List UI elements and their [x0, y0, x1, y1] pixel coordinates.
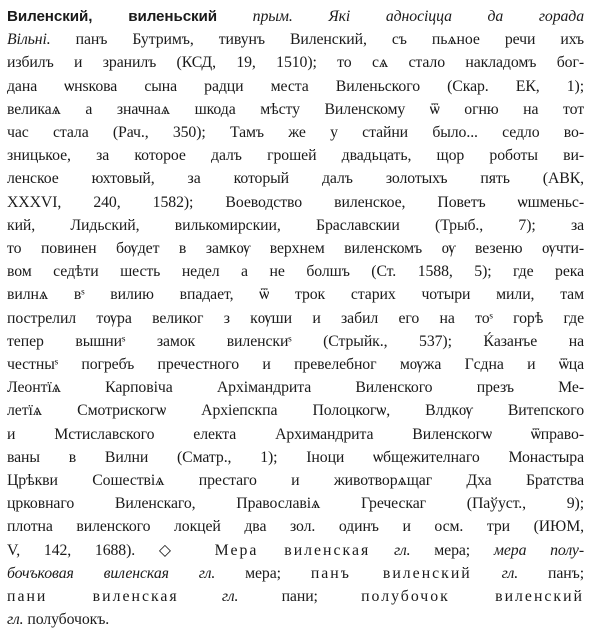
body-text: ленское юхтовый, за который далъ золотыхъ пять (АВК,: [7, 170, 584, 188]
body-text: час стала (Рач., 350); Тамъ же у стайни было... седло во-: [7, 124, 584, 142]
body-text: то повинен бѹдет в замкѹ верхнем виленскомъ ѹ везеню ѹчти-: [7, 240, 584, 258]
entry-line: [7, 98, 584, 121]
body-text: полубочокъ.: [23, 611, 110, 629]
body-text: панъ;: [518, 564, 584, 582]
italic-text: гл.: [471, 564, 519, 582]
entry-line: [7, 191, 584, 214]
body-text: зницькое, за которое далъ грошей двадьцать, щор роботы ви-: [7, 147, 584, 165]
entry-line: [7, 144, 584, 167]
body-text: честныˢ погребъ пречестного и превелебног мѹжа Гсдна и ѿца: [7, 356, 584, 374]
entry-line: [7, 167, 584, 190]
entry-line: [7, 283, 584, 306]
body-text: црковнаго Виленскаго, Православіѧ Греческаг (Паўуст., 9);: [7, 495, 584, 513]
entry-line: [7, 469, 584, 492]
entry-line: [7, 446, 584, 469]
body-text: избилъ и зранилъ (КСД, 19, 1510); то сѧ стало накладомъ бог-: [7, 54, 584, 72]
dictionary-entry: [7, 5, 584, 631]
entry-line: [7, 562, 584, 585]
spaced-term: Мера виленская: [214, 541, 371, 559]
entry-line: [7, 353, 584, 376]
body-text: XXXVI, 240, 1582); Воеводство виленское, Поветъ ѡшменьс-: [7, 193, 584, 211]
body-text: панъ Бутримъ, тивунъ Виленский, съ пьѧное речи ихъ: [50, 31, 584, 49]
italic-text: бочъковая виленская гл.: [7, 564, 216, 582]
body-text: вом седѣти шесть недел а не болшъ (Ст. 1588, 5); где река: [7, 263, 584, 281]
body-text: дана ѡнѕкова сына радци места Виленьского (Скар. ЕК, 1);: [7, 77, 584, 95]
body-text: летїѧ Смотрискогѡ Архіепскпа Полоцкогѡ, Влдкѹ Витепского: [7, 402, 584, 420]
headword: Виленский, виленьский: [7, 8, 218, 25]
body-text: великаѧ а значнаѧ шкода мѣсту Виленскому ѿ огню на тот: [7, 100, 584, 118]
entry-line: [7, 399, 584, 422]
entry-line: [7, 585, 584, 608]
entry-line: [7, 608, 584, 631]
body-text: мера;: [215, 564, 311, 582]
italic-text: гл.: [178, 588, 239, 606]
entry-line: [7, 539, 584, 562]
entry-line: [7, 260, 584, 283]
body-text: мера;: [410, 541, 494, 559]
italic-text: гл.: [370, 541, 411, 559]
spaced-term: пани виленская: [7, 588, 179, 606]
italic-text: мера полу-: [493, 541, 584, 559]
entry-line: [7, 515, 584, 538]
entry-line: [7, 492, 584, 515]
italic-text: прым. Які адносіцца да горада: [217, 8, 584, 25]
entry-line: [7, 214, 584, 237]
entry-line: [7, 330, 584, 353]
entry-line: [7, 28, 584, 51]
body-text: вилнѧ вˢ вилию впадает, ѿ трок старих чотыри мили, там: [7, 286, 584, 304]
entry-line: [7, 75, 584, 98]
entry-line: [7, 5, 584, 28]
entry-line: [7, 51, 584, 74]
body-text: Леонтїѧ Карповіча Архімандрита Виленского презъ Ме-: [7, 379, 584, 397]
body-text: кий, Лидьский, вилькомирскии, Браславскии (Трыб., 7); за: [7, 216, 584, 234]
body-text: и Мстиславского електа Архимандрита Виленскогѡ ѿправо-: [7, 425, 584, 443]
entry-line: [7, 121, 584, 144]
body-text: V, 142, 1688). ◇: [7, 541, 215, 559]
spaced-term: полубочок виленский: [361, 588, 584, 606]
body-text: пани;: [238, 588, 362, 606]
body-text: пострелил тѹра великог з кѹши и забил его на тоˢ горѣ где: [7, 309, 584, 327]
body-text: ваны в Вилни (Сматр., 1); Іноци ѡбщежителнаго Монастыра: [7, 448, 584, 466]
body-text: плотна виленского локцей два зол. одинъ и осм. три (ИЮМ,: [7, 518, 584, 536]
italic-text: Вільні.: [7, 31, 51, 49]
spaced-term: панъ виленский: [310, 564, 472, 582]
body-text: тепер вышниˢ замок виленскиˢ (Стрыйк., 537); Ќазанъе на: [7, 332, 584, 350]
italic-text: гл.: [7, 611, 24, 629]
entry-line: [7, 423, 584, 446]
entry-line: [7, 376, 584, 399]
body-text: Црѣкви Сошествіѧ престаго и животворѧщаг Дха Братства: [7, 472, 584, 490]
entry-line: [7, 307, 584, 330]
entry-line: [7, 237, 584, 260]
